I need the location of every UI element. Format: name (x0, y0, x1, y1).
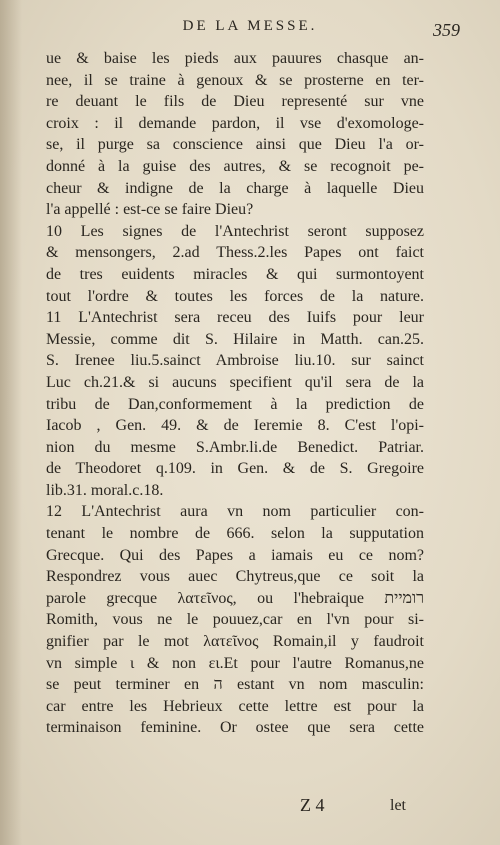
signature-mark: Z 4 (300, 795, 325, 815)
text-line: & mensongers, 2.ad Thess.2.les Papes ont faict (46, 244, 424, 262)
text-line: nee, il se traine à genoux & se prosterne en ter- (46, 71, 424, 89)
text-line: 12 L'Antechrist aura vn nom particulier con- (46, 503, 424, 521)
text-line: re deuant le fils de Dieu representé sur vne (46, 93, 424, 111)
text-line: vn simple ι & non ει.Et pour l'autre Romanus,ne (46, 654, 424, 672)
catchword: let (390, 797, 406, 814)
text-line: se, il purge sa conscience ainsi que Dieu l'a or- (46, 136, 424, 154)
text-line: terminaison feminine. Or ostee que sera cette (46, 719, 424, 737)
text-line: Respondrez vous auec Chytreus,que ce soit la (46, 568, 424, 586)
text-line: Grecque. Qui des Papes a iamais eu ce nom? (46, 546, 424, 564)
page-header (40, 18, 460, 44)
text-line: croix : il demande pardon, il vse d'exomologe- (46, 114, 424, 132)
text-line: lib.31. moral.c.18. (46, 481, 164, 499)
page-number: 359 (433, 20, 460, 40)
text-line: cheur & indigne de la charge à laquelle Dieu (46, 179, 424, 197)
text-line: tenant le nombre de 666. selon la supputation (46, 525, 424, 543)
text-line: parole grecque λατεῖνος, ou l'hebraique רומיית (46, 589, 424, 607)
text-line: car entre les Hebrieux cette lettre est pour la (46, 697, 424, 715)
text-line: de tres euidents miracles & qui surmontoyent (46, 265, 424, 283)
text-line: l'a appellé : est-ce se faire Dieu? (46, 201, 254, 219)
text-line: Romith, vous ne le pouuez,car en l'vn pour si- (46, 611, 424, 629)
text-line: de Theodoret q.109. in Gen. & de S. Gregoire (46, 460, 424, 478)
text-line: S. Irenee liu.5.sainct Ambroise liu.10. sur sainct (46, 352, 424, 370)
text-line: donné à la guise des autres, & se recognoit pe- (46, 157, 424, 175)
text-line: Messie, comme dit S. Hilaire in Matth. can.25. (46, 330, 424, 348)
text-line: Iacob , Gen. 49. & de Ieremie 8. C'est l'opi- (46, 417, 424, 435)
text-line: nion du mesme S.Ambr.li.de Benedict. Patriar. (46, 438, 424, 456)
text-line: gnifier par le mot λατεῖνος Romain,il y faudroit (46, 633, 424, 651)
text-line: ue & baise les pieds aux pauures chasque an- (46, 50, 424, 67)
text-line: 10 Les signes de l'Antechrist seront supposez (46, 222, 424, 240)
text-line: Luc ch.21.& si aucuns specifient qu'il sera de la (46, 373, 424, 391)
text-line: tribu de Dan,conformement à la prediction de (46, 395, 424, 413)
running-head: DE LA MESSE. (182, 18, 318, 34)
page-gutter-shadow (0, 0, 22, 845)
text-line: 11 L'Antechrist sera receu des Iuifs pour leur (46, 309, 424, 327)
text-line: tout l'ordre & toutes les forces de la nature. (46, 287, 424, 305)
body-text (46, 48, 424, 739)
text-line: se peut terminer en ה estant vn nom masculin: (46, 676, 424, 694)
